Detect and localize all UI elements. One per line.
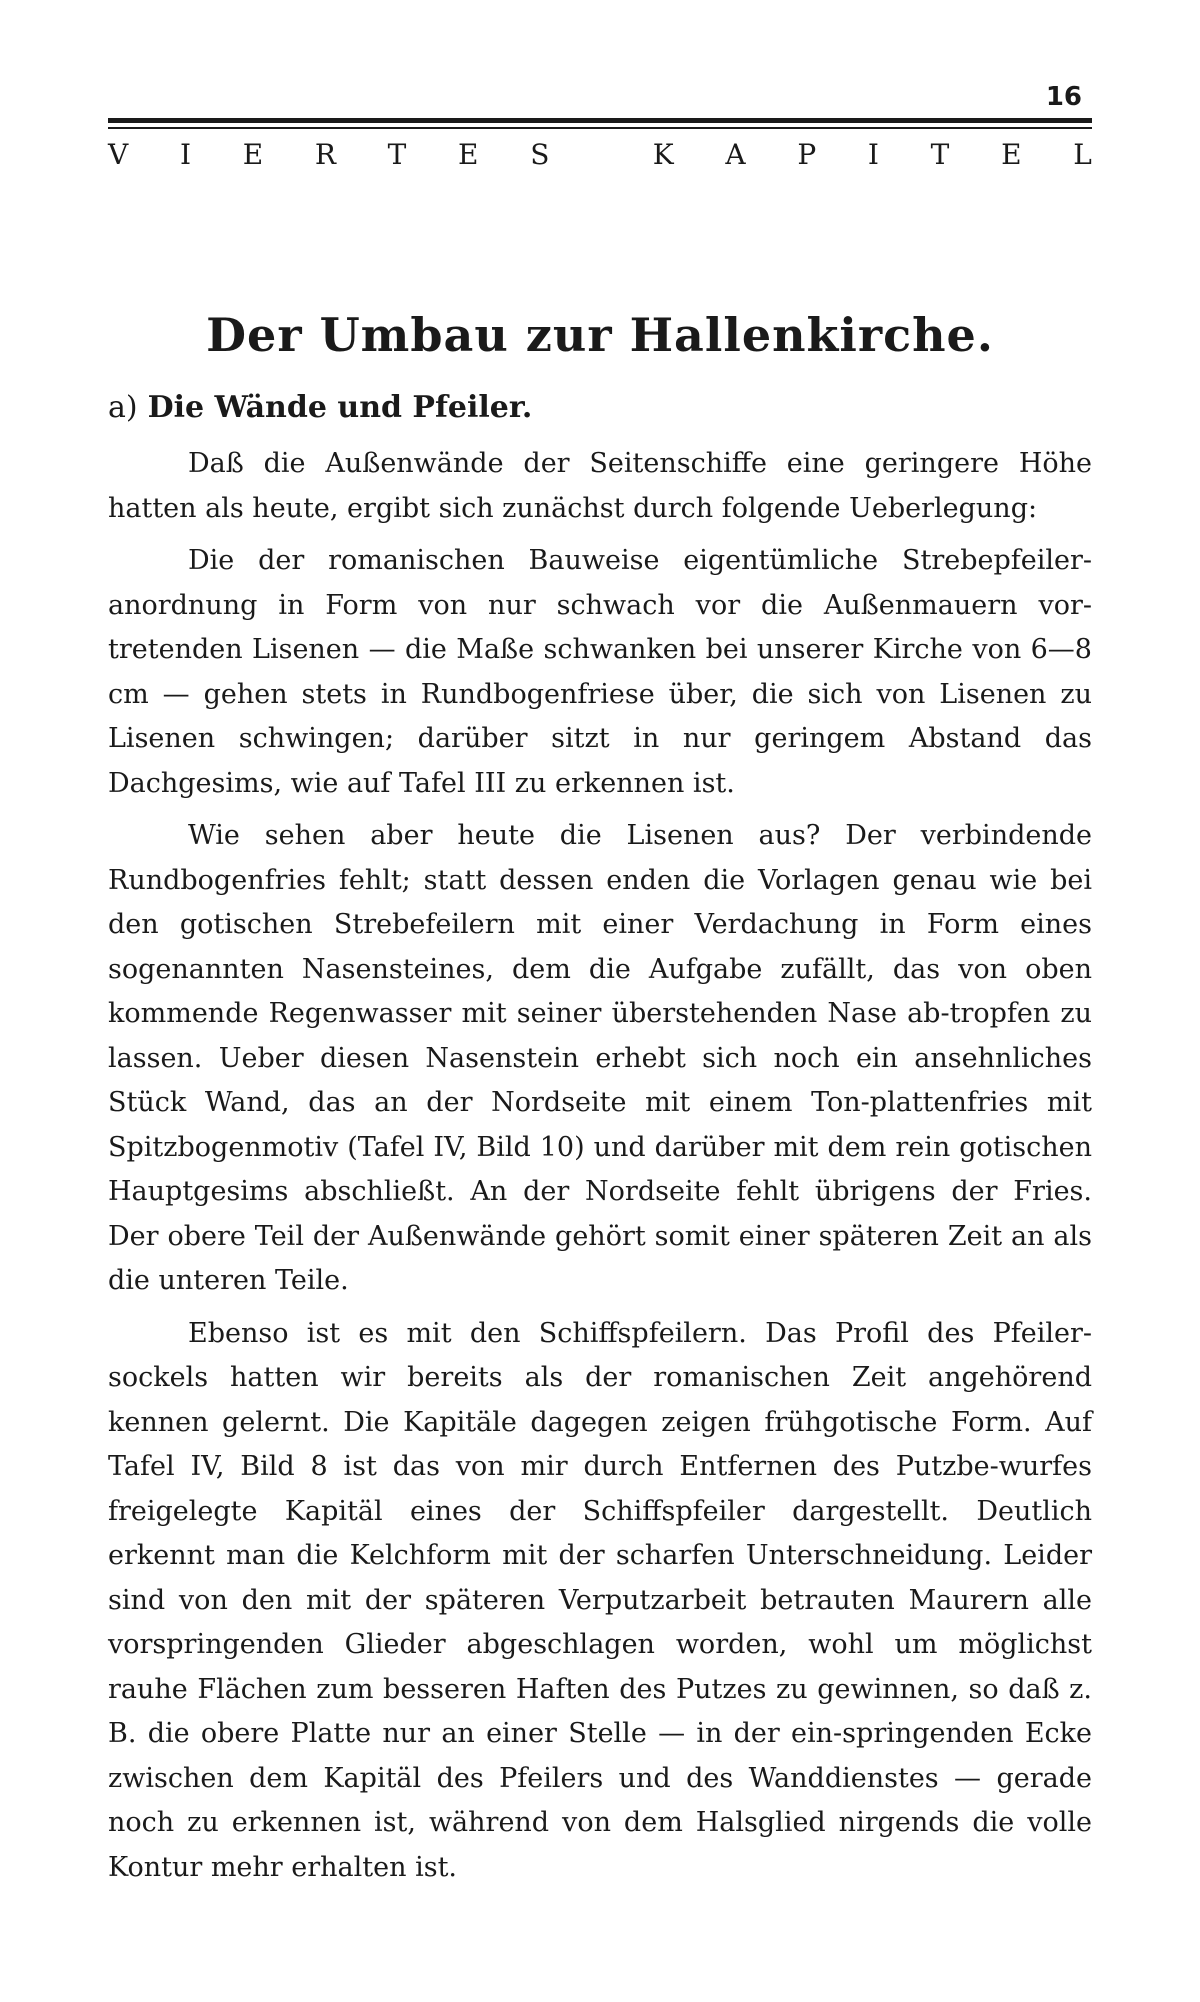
body-text (108, 442, 1092, 1898)
chapter-letter: E (458, 138, 479, 171)
page-title: Der Umbau zur Hallenkirche. (206, 308, 994, 362)
paragraph: Daß die Außenwände der Seitenschiffe eine geringere Höhe hatten als heute, ergibt sich zunächst durch folgende Ueberlegung: (108, 448, 1092, 524)
chapter-letter: T (387, 138, 407, 171)
chapter-letter: L (1073, 138, 1092, 171)
page-number: 16 (1045, 82, 1082, 112)
paragraph: Die der romanischen Bauweise eigentümliche Strebepfeiler-anordnung in Form von nur schwach vor die Außenmauern vor-tretenden Lisenen — die Maße schwanken bei unserer Kirche von 6—8 cm — gehen stets in Rundbogenfriese über, die sich von Lisenen zu Lisenen schwingen; darüber sitzt in nur geringem Abstand das Dachgesims, wie auf Tafel III zu erkennen ist. (108, 545, 1092, 799)
chapter-letter: K (652, 138, 674, 171)
chapter-letter: T (930, 138, 950, 171)
chapter-letter: P (797, 138, 817, 171)
chapter-letter: E (242, 138, 264, 171)
paragraph: Ebenso ist es mit den Schiffspfeilern. Das Profil des Pfeiler-sockels hatten wir bereits als der romanischen Zeit angehörend kennen gelernt. Die Kapitäle dagegen zeigen frühgotische Form. Auf Tafel IV, Bild 8 ist das von mir durch Entfernen des Putzbe-wurfes freigelegte Kapitäl eines der Schiffspfeiler dargestellt. Deutlich erkennt man die Kelchform mit der scharfen Unterschneidung. Leider sind von den mit der späteren Verputzarbeit betrauten Maurern alle vorspringenden Glieder abgeschlagen worden, wohl um möglichst rauhe Flächen zum besseren Haften des Putzes zu gewinnen, so daß z. B. die obere Platte nur an einer Stelle — in der ein-springenden Ecke zwischen dem Kapitäl des Pfeilers und des Wanddienstes — gerade noch zu erkennen ist, während von dem Halsglied nirgends die volle Kontur mehr erhalten ist. (108, 1317, 1092, 1883)
chapter-letter: I (179, 138, 191, 171)
chapter-letter: E (1001, 138, 1022, 171)
chapter-letter: A (725, 138, 746, 171)
header-rule-thin (108, 127, 1092, 129)
paragraph: Wie sehen aber heute die Lisenen aus? Der verbindende Rundbogenfries fehlt; statt dessen enden die Vorlagen genau wie bei den gotischen Strebefeilern mit einer Verdachung in Form eines sogenannten Nasensteines, dem die Aufgabe zufällt, das von oben kommende Regenwasser mit seiner überstehenden Nase ab-tropfen zu lassen. Ueber diesen Nasenstein erhebt sich noch ein ansehnliches Stück Wand, das an der Nordseite mit einem Ton-plattenfries mit Spitzbogenmotiv (Tafel IV, Bild 10) und darüber mit dem rein gotischen Hauptgesims abschließt. An der Nordseite fehlt übrigens der Fries. Der obere Teil der Außenwände gehört somit einer späteren Zeit an als die unteren Teile. (108, 820, 1092, 1296)
chapter-letter: I (867, 138, 879, 171)
chapter-letter: V (108, 138, 129, 171)
header-rule-thick (108, 118, 1092, 123)
chapter-letter: S (530, 138, 550, 171)
chapter-heading (108, 138, 1092, 171)
section-heading (108, 390, 532, 425)
section-label: a) (108, 390, 138, 425)
section-title: Die Wände und Pfeiler. (147, 390, 533, 425)
chapter-letter: R (314, 138, 336, 171)
